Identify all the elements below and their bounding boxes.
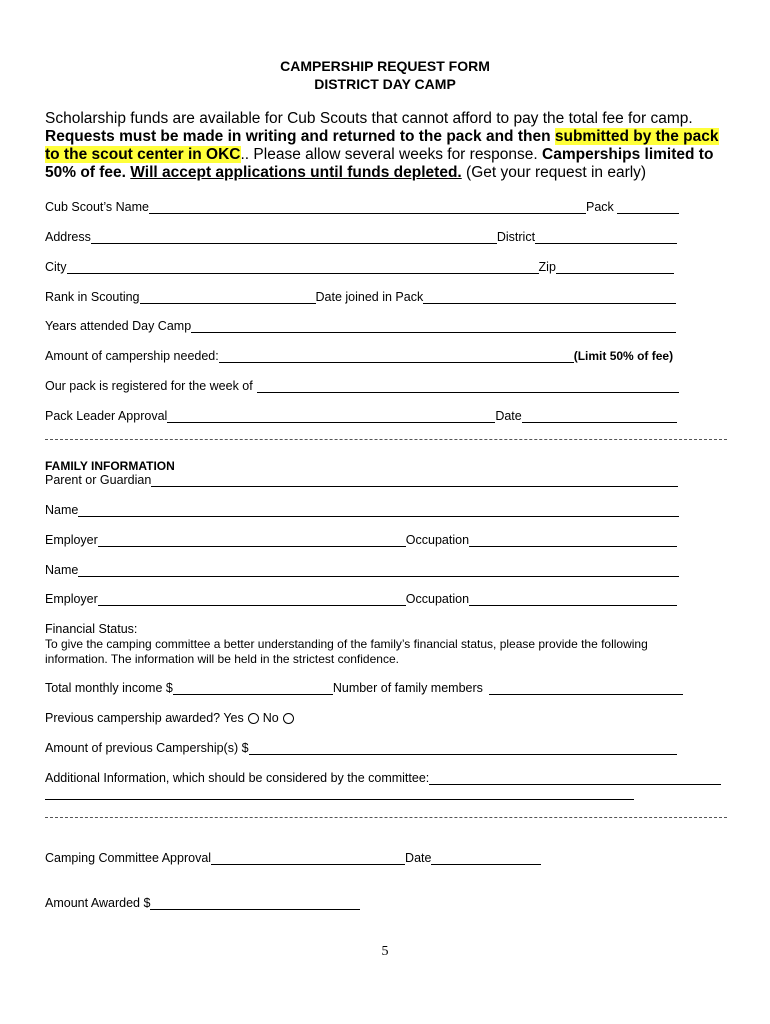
prev-amount-label: Amount of previous Campership(s) $ (45, 741, 249, 755)
intro-p2g: (Get your request in early) (461, 164, 647, 181)
income-label: Total monthly income $ (45, 681, 173, 695)
financial-desc-1: To give the camping committee a better understanding of the family’s financial status, please provide the following (45, 637, 648, 651)
form-subtitle: DISTRICT DAY CAMP (314, 76, 456, 92)
no-radio[interactable] (283, 713, 294, 724)
leader-date-field[interactable] (522, 410, 677, 423)
name-1-label: Name (45, 503, 79, 517)
years-field[interactable] (191, 320, 676, 333)
city-field[interactable] (67, 261, 539, 274)
occupation-2-field[interactable] (469, 593, 677, 606)
committee-date-label: Date (405, 851, 432, 865)
parent-field[interactable] (151, 474, 678, 487)
rank-label: Rank in Scouting (45, 290, 140, 304)
row-name-2 (45, 563, 679, 577)
row-committee-approval (45, 851, 541, 865)
scout-name-label: Cub Scout’s Name (45, 200, 149, 214)
week-field[interactable] (257, 380, 679, 393)
date-joined-label: Date joined in Pack (315, 290, 424, 304)
week-label: Our pack is registered for the week of (45, 379, 253, 393)
employer-1-field[interactable] (98, 534, 406, 547)
form-title: CAMPERSHIP REQUEST FORM (280, 58, 490, 74)
occupation-1-label: Occupation (405, 533, 470, 547)
pack-label: Pack (586, 200, 614, 214)
intro-paragraph (45, 110, 735, 182)
date-joined-field[interactable] (423, 291, 676, 304)
row-city (45, 260, 674, 274)
members-field[interactable] (489, 682, 683, 695)
intro-p2c: .. Please allow several weeks for response. (240, 146, 543, 163)
row-employer-2 (45, 592, 677, 606)
prev-amount-field[interactable] (249, 742, 677, 755)
district-label: District (496, 230, 536, 244)
address-field[interactable] (91, 231, 497, 244)
row-name-1 (45, 503, 679, 517)
amount-awarded-field[interactable] (150, 897, 360, 910)
row-prev-amount (45, 741, 677, 755)
divider-1 (45, 439, 727, 440)
leader-date-label: Date (495, 409, 522, 423)
row-amount-awarded (45, 896, 360, 910)
additional-field[interactable] (429, 772, 721, 785)
row-parent (45, 473, 678, 487)
yes-radio[interactable] (248, 713, 259, 724)
city-label: City (45, 260, 67, 274)
leader-approval-field[interactable] (167, 410, 495, 423)
members-label: Number of family members (332, 681, 483, 695)
row-additional (45, 771, 721, 785)
divider-2 (45, 817, 727, 818)
row-leader-approval (45, 409, 677, 423)
committee-approval-label: Camping Committee Approval (45, 851, 212, 865)
financial-heading: Financial Status: (45, 622, 138, 636)
intro-p2b: submitted by the pack to the scout center in OKC (45, 128, 719, 163)
intro-p2d: Camperships limited to 50% of fee. (45, 146, 714, 181)
scout-name-field[interactable] (149, 201, 586, 214)
address-label: Address (45, 230, 91, 244)
additional-label: Additional Information, which should be considered by the committee: (45, 771, 430, 785)
committee-date-field[interactable] (431, 852, 541, 865)
name-2-label: Name (45, 563, 79, 577)
rank-field[interactable] (140, 291, 316, 304)
pack-field[interactable] (617, 201, 679, 214)
row-scout-name (45, 200, 679, 214)
additional-field-line-2[interactable] (45, 786, 634, 800)
district-field[interactable] (535, 231, 677, 244)
limit-label: (Limit 50% of fee) (573, 349, 674, 363)
financial-desc-2: information. The information will be held in the strictest confidence. (45, 652, 399, 666)
row-amount-needed (45, 349, 673, 363)
amount-awarded-label: Amount Awarded $ (45, 896, 151, 910)
row-previous (45, 711, 298, 725)
previous-label: Previous campership awarded? Yes (45, 711, 244, 725)
employer-2-label: Employer (45, 592, 98, 606)
intro-p1: Scholarship funds are available for Cub Scouts that cannot afford to pay the total fee for camp. (45, 110, 693, 127)
name-2-field[interactable] (78, 564, 679, 577)
row-week (45, 379, 679, 393)
zip-field[interactable] (556, 261, 674, 274)
amount-needed-field[interactable] (219, 350, 574, 363)
intro-p2a: Requests must be made in writing and returned to the pack and then (45, 128, 555, 145)
row-employer-1 (45, 533, 677, 547)
employer-1-label: Employer (45, 533, 98, 547)
row-rank (45, 290, 676, 304)
committee-approval-field[interactable] (211, 852, 405, 865)
parent-label: Parent or Guardian (45, 473, 152, 487)
name-1-field[interactable] (78, 504, 679, 517)
row-income (45, 681, 683, 695)
row-years (45, 319, 676, 333)
leader-approval-label: Pack Leader Approval (45, 409, 168, 423)
page-number: 5 (381, 944, 389, 959)
occupation-1-field[interactable] (469, 534, 677, 547)
intro-p2f: Will accept applications until funds depleted. (130, 164, 462, 181)
income-field[interactable] (173, 682, 333, 695)
years-label: Years attended Day Camp (45, 319, 192, 333)
occupation-2-label: Occupation (405, 592, 470, 606)
amount-needed-label: Amount of campership needed: (45, 349, 219, 363)
zip-label: Zip (538, 260, 556, 274)
employer-2-field[interactable] (98, 593, 406, 606)
family-heading: FAMILY INFORMATION (45, 459, 175, 473)
row-address (45, 230, 677, 244)
no-label: No (262, 711, 279, 725)
